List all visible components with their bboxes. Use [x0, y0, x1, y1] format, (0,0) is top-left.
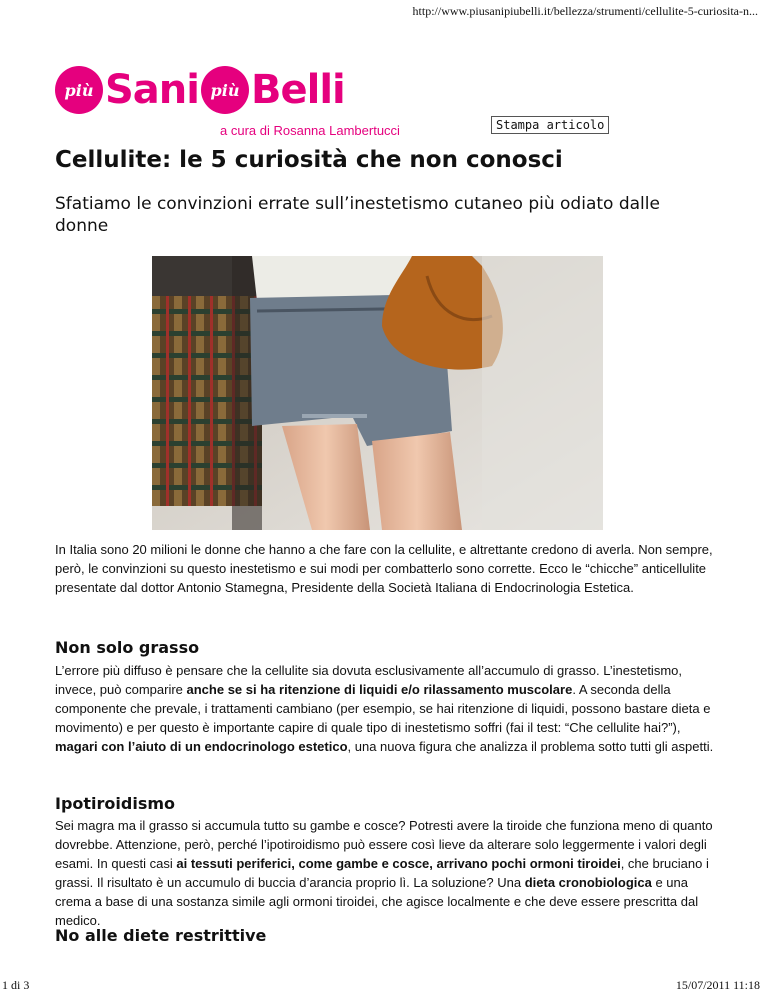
site-logo[interactable]	[55, 62, 415, 142]
section-heading-non-solo-grasso: Non solo grasso	[55, 638, 200, 657]
print-article-button[interactable]: Stampa articolo	[491, 116, 609, 134]
section-heading-diete-restrittive: No alle diete restrittive	[55, 926, 267, 945]
article-subtitle: Sfatiamo le convinzioni errate sull’inestetismo cutaneo più odiato dalle donne	[55, 194, 660, 236]
logo-badge: più	[55, 66, 103, 114]
article-intro: In Italia sono 20 milioni le donne che hanno a che fare con la cellulite, e altrettante credono di averla. Non sempre, però, le convinzioni su questo inestetismo e sui modi per combatterlo sono corrette. Ecco le “chicche” anticellulite presentate dal dottor Antonio Stamegna, Presidente della Società Italiana di Endocrinologia Estetica.	[55, 542, 713, 595]
logo-word-belli: Belli	[251, 67, 345, 113]
print-header-url: http://www.piusanipiubelli.it/bellezza/strumenti/cellulite-5-curiosita-n...	[412, 4, 758, 18]
page-number: 1 di 3	[2, 978, 30, 992]
logo-word-sani: Sani	[105, 67, 199, 113]
article-title: Cellulite: le 5 curiosità che non conosci	[55, 147, 563, 173]
print-datetime: 15/07/2011 11:18	[675, 978, 760, 992]
logo-badge: più	[201, 66, 249, 114]
logo-tagline: a cura di Rosanna Lambertucci	[220, 123, 400, 138]
logo-wordmark	[55, 62, 415, 118]
section-heading-ipotiroidismo: Ipotiroidismo	[55, 794, 176, 813]
section-body-non-solo-grasso: L’errore più diffuso è pensare che la cellulite sia dovuta esclusivamente all’accumulo di grasso. L’inestetismo, invece, può comparire anche se si ha ritenzione di liquidi e/o rilassamento muscolare. A seconda della componente che prevale, i trattamenti cambiano (per esempio, se hai ritenzione di liquidi, possono bastare dieta e movimento) e per questo è importante capire di quale tipo di inestetismo soffri (fai il test: “Che cellulite hai?”), magari con l’aiuto di un endocrinologo estetico, una nuova figura che analizza il problema sotto tutti gli aspetti.	[55, 663, 714, 754]
article-photo	[152, 256, 603, 530]
section-body-ipotiroidismo: Sei magra ma il grasso si accumula tutto su gambe e cosce? Potresti avere la tiroide che funziona meno di quanto dovrebbe. Attenzione, però, perché l’ipotiroidismo può essere così lieve da alterare solo leggermente i valori degli esami. In questi casi ai tessuti periferici, come gambe e cosce, arrivano pochi ormoni tiroidei, che bruciano i grassi. Il risultato è un accumulo di buccia d’arancia proprio lì. La soluzione? Una dieta cronobiologica e una crema a base di una sostanza simile agli ormoni tiroidei, che agisce localmente e che deve essere prescritta dal medico.	[55, 818, 713, 928]
